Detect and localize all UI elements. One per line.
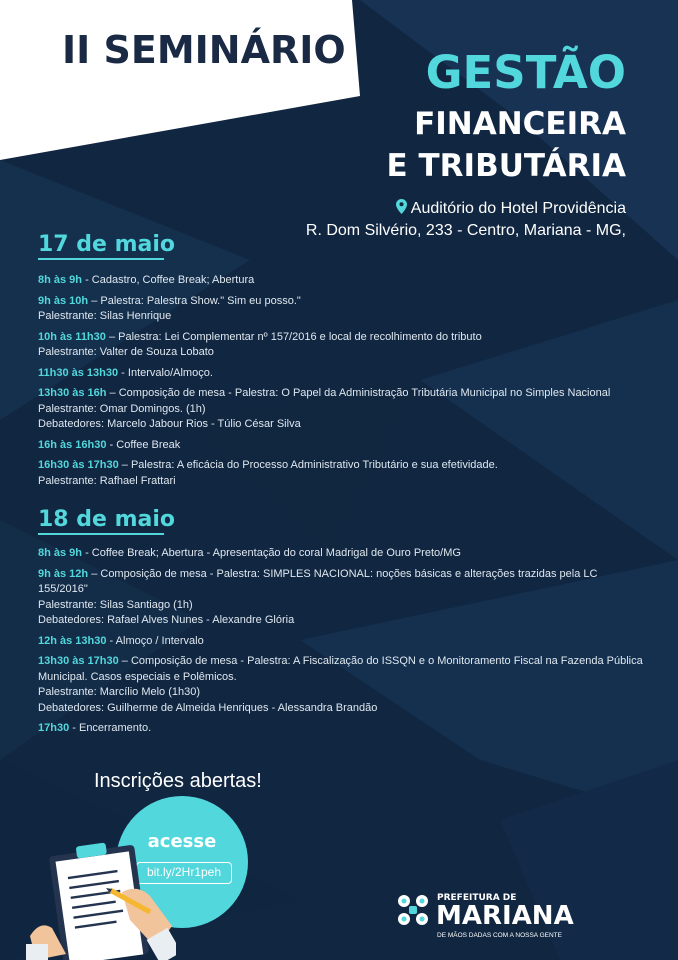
schedule-item <box>38 567 648 629</box>
seminar-edition-title: II SEMINÁRIO <box>62 28 346 72</box>
schedule-debaters: Debatedores: Guilherme de Almeida Henriques - Alessandra Brandão <box>38 701 378 714</box>
schedule-day-1 <box>38 273 648 494</box>
clipboard-icon <box>26 836 176 960</box>
schedule-time: 10h às 11h30 <box>38 330 106 343</box>
schedule-text: – Composição de mesa - Palestra: O Papel da Administração Tributária Municipal no Simples Nacional <box>106 387 611 399</box>
schedule-day-2 <box>38 546 648 742</box>
title-gestao: GESTÃO <box>425 46 626 99</box>
schedule-text: – Composição de mesa - Palestra: A Fiscalização do ISSQN e o Monitoramento Fiscal na Fazenda Pública Municipal. Casos especiais e Polêmicos. <box>38 655 643 683</box>
day-heading-2: 18 de maio <box>38 507 176 532</box>
schedule-time: 11h30 às 13h30 <box>38 366 119 379</box>
location-pin-icon <box>396 199 407 214</box>
schedule-time: 9h às 10h <box>38 294 89 307</box>
schedule-debaters: Debatedores: Marcelo Jabour Rios - Túlio César Silva <box>38 418 301 430</box>
schedule-item <box>38 634 648 650</box>
schedule-text: - Intervalo/Almoço. <box>118 366 213 379</box>
schedule-time: 9h às 12h <box>38 567 89 580</box>
day-underline-2 <box>38 533 164 535</box>
logo-prefix: PREFEITURA DE <box>437 893 517 903</box>
schedule-speaker: Palestrante: Omar Domingos. (1h) <box>38 402 206 415</box>
venue-place <box>396 199 626 218</box>
schedule-item <box>38 654 648 716</box>
schedule-time: 16h às 16h30 <box>38 438 107 451</box>
schedule-time: 13h30 às 16h <box>38 387 107 399</box>
schedule-text: - Encerramento. <box>69 722 152 734</box>
schedule-item <box>38 330 648 361</box>
schedule-speaker: Palestrante: Valter de Souza Lobato <box>38 346 214 358</box>
schedule-time: 13h30 às 17h30 <box>38 655 119 667</box>
schedule-text: – Palestra: Palestra Show." Sim eu posso." <box>88 294 301 307</box>
schedule-item <box>38 294 648 325</box>
schedule-speaker: Palestrante: Silas Henrique <box>38 310 172 322</box>
schedule-text: - Almoço / Intervalo <box>106 634 204 647</box>
day-heading-1: 17 de maio <box>38 232 176 257</box>
schedule-item <box>38 386 648 433</box>
schedule-text: - Coffee Break <box>106 438 181 451</box>
schedule-text: - Cadastro, Coffee Break; Abertura <box>82 274 255 286</box>
schedule-item <box>38 366 648 382</box>
schedule-time: 17h30 <box>38 722 70 734</box>
schedule-item <box>38 458 648 489</box>
schedule-item <box>38 546 648 562</box>
schedule-text: – Palestra: A eficácia do Processo Administrativo Tributário e sua efetividade. <box>118 459 498 471</box>
day-underline-1 <box>38 258 164 260</box>
venue-address: R. Dom Silvério, 233 - Centro, Mariana - MG, <box>305 222 626 239</box>
schedule-time: 8h às 9h <box>38 547 83 559</box>
schedule-text: – Palestra: Lei Complementar nº 157/2016 e local de recolhimento do tributo <box>105 330 482 343</box>
schedule-item <box>38 273 648 289</box>
logo-tagline: DE MÃOS DADAS COM A NOSSA GENTE <box>437 932 562 939</box>
mariana-logo-icon <box>395 892 431 928</box>
title-financeira: FINANCEIRA <box>414 106 626 142</box>
title-tributaria: E TRIBUTÁRIA <box>386 148 626 184</box>
venue-place-label: Auditório do Hotel Providência <box>410 200 626 217</box>
title-banner <box>0 0 360 160</box>
schedule-speaker: Palestrante: Rafhael Frattari <box>38 474 176 487</box>
schedule-item <box>38 438 648 454</box>
schedule-text: – Composição de mesa - Palestra: SIMPLES NACIONAL: noções básicas e alterações trazidas pela LC 155/2016" <box>38 567 598 595</box>
schedule-item <box>38 721 648 737</box>
schedule-debaters: Debatedores: Rafael Alves Nunes - Alexandre Glória <box>38 614 295 626</box>
schedule-text: - Coffee Break; Abertura - Apresentação do coral Madrigal de Ouro Preto/MG <box>82 547 461 559</box>
schedule-speaker: Palestrante: Silas Santiago (1h) <box>38 598 193 611</box>
schedule-speaker: Palestrante: Marcílio Melo (1h30) <box>38 686 201 698</box>
schedule-time: 8h às 9h <box>38 274 83 286</box>
schedule-time: 12h às 13h30 <box>38 634 107 647</box>
registration-heading: Inscrições abertas! <box>94 770 262 792</box>
schedule-time: 16h30 às 17h30 <box>38 459 119 471</box>
registration-link[interactable]: bit.ly/2Hr1peh <box>136 862 232 884</box>
registration-cta: acesse <box>147 831 217 852</box>
logo-name: MARIANA <box>436 901 574 931</box>
